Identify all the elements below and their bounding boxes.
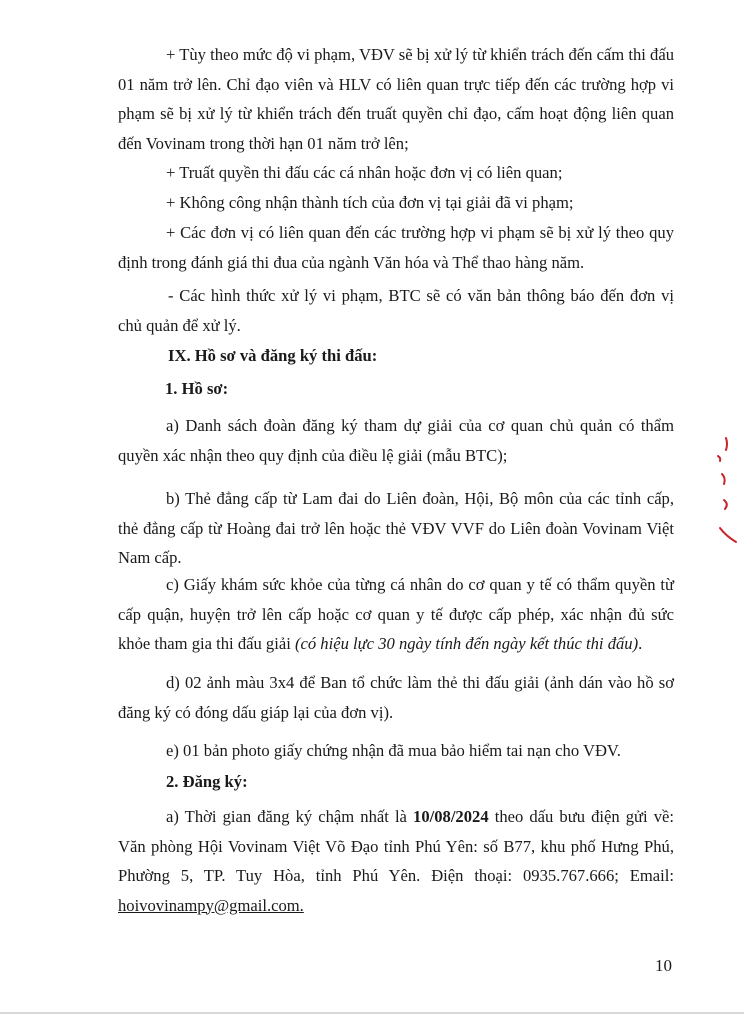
item-e-insurance: e) 01 bản photo giấy chứng nhận đã mua bảo hiểm tai nạn cho VĐV.: [166, 741, 621, 760]
paragraph-penalty-athletes: + Tùy theo mức độ vi phạm, VĐV sẽ bị xử lý từ khiển trách đến cấm thi đấu 01 năm trở lên. Chỉ đạo viên và HLV có liên quan trực tiếp đến các trường hợp vi phạm sẽ bị xử lý từ khiển trách đến truất quyền chỉ đạo, cấm hoạt động liên quan đến Vovinam trong thời hạn 01 năm trở lên;: [118, 45, 674, 153]
registration-paragraph: [118, 802, 674, 920]
red-stamp-mark: [700, 430, 744, 550]
item-b-rank-card: b) Thẻ đẳng cấp từ Lam đai do Liên đoàn, Hội, Bộ môn của các tỉnh cấp, thẻ đẳng cấp từ Hoàng đai trở lên hoặc thẻ VĐV VVF do Liên đoàn Vovinam Việt Nam cấp.: [118, 489, 674, 567]
stamp-stroke-5: [720, 528, 736, 542]
paragraph-btc-notice: - Các hình thức xử lý vi phạm, BTC sẽ có văn bản thông báo đến đơn vị chủ quản để xử lý.: [118, 286, 674, 335]
item-c-validity-note: (có hiệu lực 30 ngày tính đến ngày kết thúc thi đấu): [294, 634, 639, 653]
registration-prefix: a) Thời gian đăng ký chậm nhất là: [166, 807, 414, 826]
item-c-health-certificate: [118, 570, 674, 659]
item-a-registration-list: a) Danh sách đoàn đăng ký tham dự giải của cơ quan chủ quản có thẩm quyền xác nhận theo quy định của điều lệ giải (mẫu BTC);: [118, 416, 674, 465]
paragraph-unit-evaluation: + Các đơn vị có liên quan đến các trường hợp vi phạm sẽ bị xử lý theo quy định trong đánh giá thi đua của ngành Văn hóa và Thể thao hàng năm.: [118, 223, 674, 272]
page-number: 10: [655, 956, 672, 975]
subsection-2-heading: 2. Đăng ký:: [166, 772, 248, 791]
paragraph-disqualify: + Truất quyền thi đấu các cá nhân hoặc đơn vị có liên quan;: [166, 163, 563, 182]
stamp-stroke-2: [718, 456, 720, 461]
registration-deadline: 10/08/2024: [413, 807, 489, 826]
paragraph-no-recognition: + Không công nhận thành tích của đơn vị tại giải đã vi phạm;: [166, 193, 574, 212]
item-d-photos: d) 02 ảnh màu 3x4 để Ban tổ chức làm thẻ thi đấu giải (ảnh dán vào hồ sơ đăng ký có đóng dấu giáp lại của đơn vị).: [118, 673, 674, 722]
stamp-stroke-3: [722, 474, 725, 484]
item-c-text: c) Giấy khám sức khỏe của từng cá nhân do cơ quan y tế có thẩm quyền từ cấp quận, huyện trở lên cấp hoặc cơ quan y tế được cấp phép, xác nhận đủ sức khỏe tham gia thi đấu giải: [118, 575, 674, 653]
stamp-stroke-1: [726, 438, 727, 450]
item-c-end: .: [638, 634, 643, 653]
section-ix-heading: IX. Hồ sơ và đăng ký thi đấu:: [168, 346, 378, 365]
registration-email-link[interactable]: hoivovinampy@gmail.com.: [118, 895, 304, 915]
scan-bottom-edge: [0, 1012, 744, 1014]
stamp-stroke-4: [724, 500, 727, 509]
registration-address: theo dấu bưu điện gửi về: Văn phòng Hội Vovinam Việt Võ Đạo tỉnh Phú Yên: số B77, khu phố Hưng Phú, Phường 5, TP. Tuy Hòa, tỉnh Phú Yên. Điện thoại: 0935.767.666; Email:: [118, 807, 675, 885]
subsection-1-heading: 1. Hồ sơ:: [165, 379, 229, 398]
